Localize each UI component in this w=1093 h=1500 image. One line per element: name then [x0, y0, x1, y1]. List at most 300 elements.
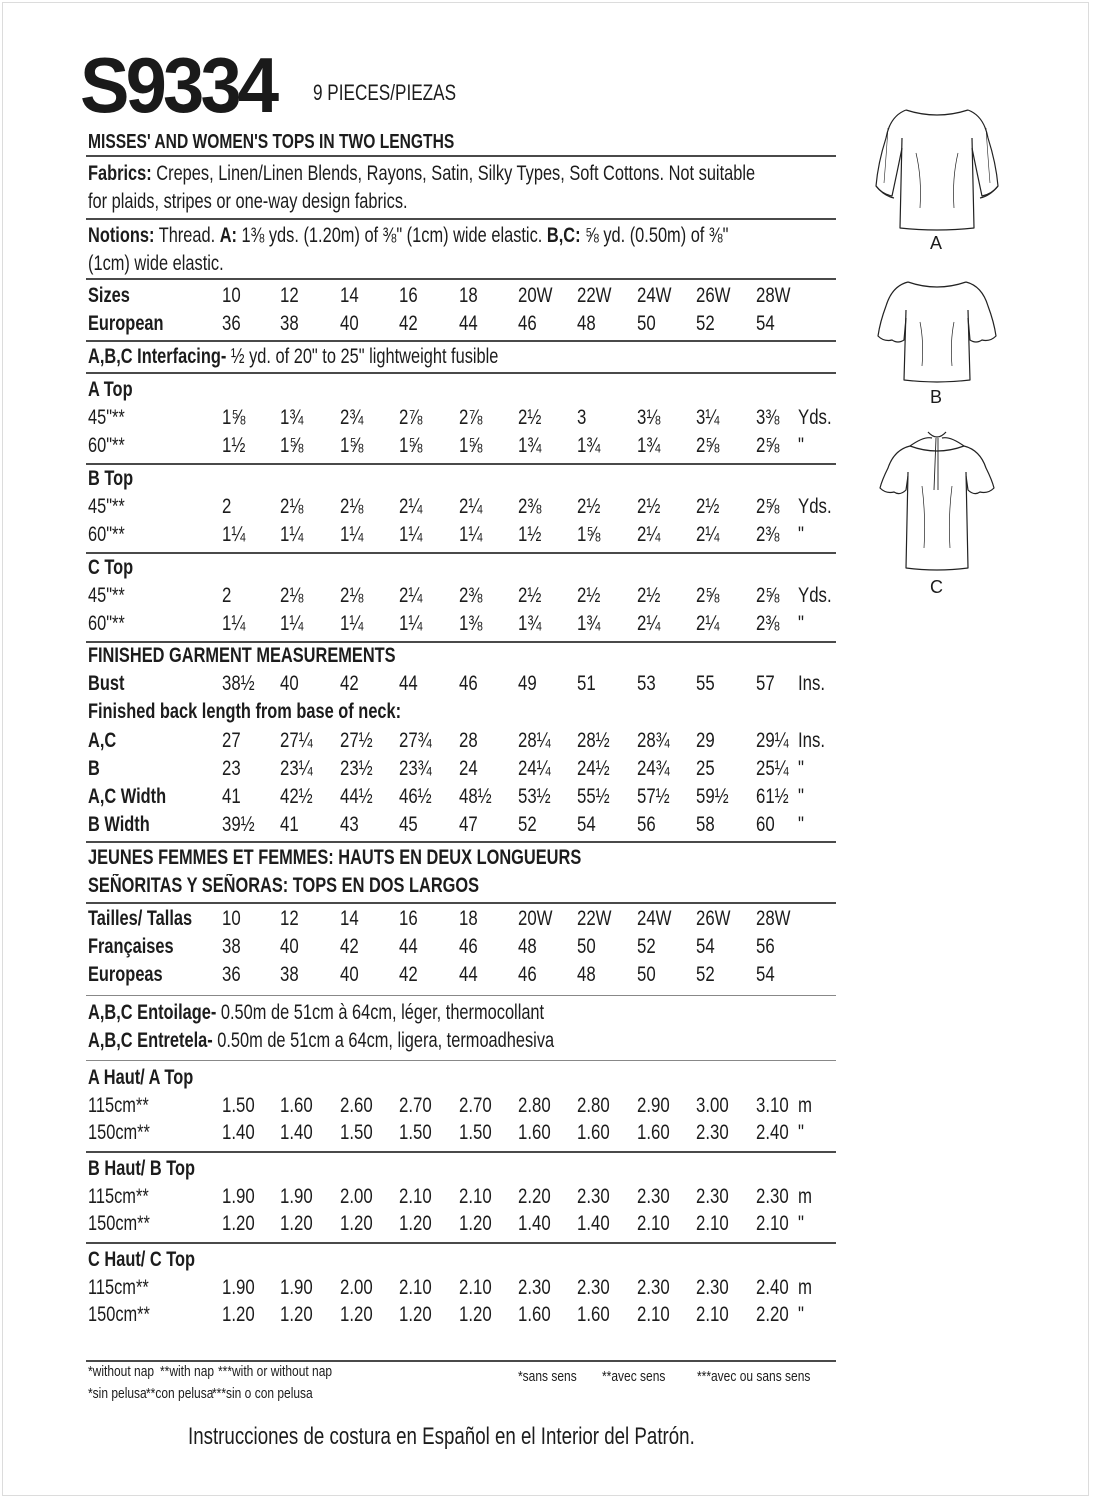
entretela	[88, 1027, 554, 1055]
cell: 44	[459, 312, 478, 335]
cell: 1.20	[280, 1212, 313, 1235]
cell: 46	[459, 935, 478, 958]
cell: 2.20	[756, 1303, 789, 1326]
cell: 49	[518, 672, 537, 695]
cell: 28¾	[637, 729, 670, 752]
cell: 1½	[518, 523, 542, 546]
cell: 48	[518, 935, 537, 958]
row-label: 45"**	[88, 584, 125, 607]
divider	[86, 372, 836, 374]
cell: 2.10	[637, 1212, 670, 1235]
cell: 1¼	[280, 523, 304, 546]
top-a-puff-sleeve-icon	[872, 98, 1002, 238]
cell: 2⅝	[696, 434, 720, 457]
cell: 1.20	[222, 1212, 255, 1235]
cell: 2½	[637, 495, 661, 518]
cell: 24W	[637, 284, 672, 307]
finished-row	[88, 783, 848, 811]
cell: 1¼	[340, 523, 364, 546]
cell: 16	[399, 907, 418, 930]
divider	[86, 1151, 836, 1153]
cell: 2⅜	[756, 612, 780, 635]
cell: 56	[637, 813, 656, 836]
cell: 29¼	[756, 729, 789, 752]
cell: 52	[696, 312, 715, 335]
cell: 36	[222, 312, 241, 335]
cell: 25¼	[756, 757, 789, 780]
cell: 28W	[756, 907, 791, 930]
unit: "	[798, 1303, 804, 1326]
view-b-illustration	[872, 270, 1002, 410]
view-c-label: C	[930, 577, 943, 597]
cell: 50	[637, 963, 656, 986]
cell: 3	[577, 406, 587, 429]
cell: 1.40	[280, 1121, 313, 1144]
cell: 1.90	[280, 1276, 313, 1299]
cell: 40	[280, 672, 299, 695]
footnote-fr-3: ***avec ou sans sens	[697, 1368, 811, 1385]
cell: 2⅛	[340, 584, 364, 607]
cell: 2.10	[399, 1276, 432, 1299]
cell: 54	[756, 963, 775, 986]
cell: 1.90	[222, 1276, 255, 1299]
cell: 2⅛	[280, 584, 304, 607]
row-label: 150cm**	[88, 1212, 150, 1235]
entretela-label: A,B,C Entretela-	[88, 1029, 213, 1052]
cell: 1¼	[399, 612, 423, 635]
footnote-en-2: **with nap	[160, 1363, 215, 1380]
unit: Ins.	[798, 729, 826, 752]
cell: 28½	[577, 729, 610, 752]
cell: 1.40	[222, 1121, 255, 1144]
view-c-illustration	[872, 428, 1002, 598]
cell: 2⅛	[340, 495, 364, 518]
footnote-fr-1: *sans sens	[518, 1368, 577, 1385]
cell: 22W	[577, 284, 612, 307]
cell: 46	[518, 312, 537, 335]
row-label: 60"**	[88, 612, 125, 635]
cell: 43	[340, 813, 359, 836]
cell: 12	[280, 284, 299, 307]
cell: 3⅛	[637, 406, 661, 429]
cell: 55½	[577, 785, 610, 808]
cell: 23	[222, 757, 241, 780]
cell: 1.60	[280, 1094, 313, 1117]
row-label: A,C Width	[88, 785, 167, 808]
footnote-es-1: *sin pelusa	[88, 1385, 147, 1402]
pattern-title: MISSES' AND WOMEN'S TOPS IN TWO LENGTHS	[88, 131, 455, 153]
cell: 40	[340, 963, 359, 986]
cell: 50	[637, 312, 656, 335]
row-label: Europeas	[88, 963, 163, 986]
entretela-text: 0.50m de 51cm a 64cm, ligera, termoadhesiva	[217, 1029, 555, 1052]
metric-yardage-row	[88, 1210, 848, 1238]
cell: 1¾	[518, 612, 542, 635]
cell: 1⅝	[280, 434, 304, 457]
notions-bc-label: B,C:	[546, 224, 581, 247]
row-label: A,C	[88, 729, 117, 752]
yardage-row	[88, 493, 848, 521]
europeas-row	[88, 961, 848, 989]
cell: 1.50	[399, 1121, 432, 1144]
cell: 2.30	[696, 1276, 729, 1299]
entoilage	[88, 999, 544, 1027]
cell: 1⅝	[340, 434, 364, 457]
cell: 12	[280, 907, 299, 930]
yardage-row	[88, 521, 848, 549]
cell: 18	[459, 907, 478, 930]
cell: 10	[222, 284, 241, 307]
cell: 26W	[696, 907, 731, 930]
cell: 2⅝	[756, 434, 780, 457]
yardage-row	[88, 610, 848, 638]
cell: 1¾	[637, 434, 661, 457]
cell: 24W	[637, 907, 672, 930]
unit: m	[798, 1094, 812, 1117]
cell: 2⅛	[280, 495, 304, 518]
cell: 2¼	[696, 523, 720, 546]
cell: 2.10	[399, 1185, 432, 1208]
cell: 61½	[756, 785, 789, 808]
cell: 2.80	[577, 1094, 610, 1117]
cell: 2	[222, 495, 232, 518]
cell: 2½	[577, 584, 601, 607]
unit: "	[798, 757, 804, 780]
cell: 1.50	[340, 1121, 373, 1144]
divider	[86, 841, 836, 843]
cell: 1.60	[518, 1121, 551, 1144]
cell: 27½	[340, 729, 373, 752]
row-label: 45"**	[88, 495, 125, 518]
cell: 2.00	[340, 1185, 373, 1208]
row-label: Tailles/ Tallas	[88, 907, 193, 930]
view-a-illustration	[872, 98, 1002, 253]
cell: 59½	[696, 785, 729, 808]
cell: 56	[756, 935, 775, 958]
cell: 1¼	[459, 523, 483, 546]
divider	[86, 155, 836, 157]
tallas-row	[88, 905, 848, 933]
cell: 54	[696, 935, 715, 958]
cell: 41	[280, 813, 299, 836]
cell: 2⅜	[518, 495, 542, 518]
cell: 24¼	[518, 757, 551, 780]
view-a-label: A	[930, 233, 943, 253]
notions-a-label: A:	[219, 224, 237, 247]
yardage-view-title: A Top	[88, 378, 133, 401]
cell: 46	[518, 963, 537, 986]
cell: 24½	[577, 757, 610, 780]
cell: 1⅝	[577, 523, 601, 546]
cell: 1⅝	[399, 434, 423, 457]
cell: 29	[696, 729, 715, 752]
cell: 52	[637, 935, 656, 958]
cell: 44	[459, 963, 478, 986]
cell: 2.30	[756, 1185, 789, 1208]
divider	[86, 278, 836, 280]
entoilage-text: 0.50m de 51cm à 64cm, léger, thermocollant	[220, 1001, 545, 1024]
cell: 1.20	[340, 1303, 373, 1326]
row-label: 115cm**	[88, 1185, 149, 1208]
interfacing	[88, 343, 498, 371]
cell: 60	[756, 813, 775, 836]
french-title: JEUNES FEMMES ET FEMMES: HAUTS EN DEUX LONGUEURS	[88, 846, 582, 869]
unit: Yds.	[798, 584, 832, 607]
unit: "	[798, 813, 804, 836]
metric-view-title: B Haut/ B Top	[88, 1157, 196, 1180]
cell: 1.60	[637, 1121, 670, 1144]
spanish-title: SEÑORITAS Y SEÑORAS: TOPS EN DOS LARGOS	[88, 874, 480, 897]
finished-row	[88, 755, 848, 783]
cell: 50	[577, 935, 596, 958]
cell: 55	[696, 672, 715, 695]
row-label: Françaises	[88, 935, 174, 958]
entoilage-label: A,B,C Entoilage-	[88, 1001, 217, 1024]
row-label: 60"**	[88, 523, 125, 546]
cell: 2⅝	[696, 584, 720, 607]
cell: 2.10	[637, 1303, 670, 1326]
cell: 2½	[577, 495, 601, 518]
cell: 58	[696, 813, 715, 836]
cell: 27¾	[399, 729, 432, 752]
cell: 54	[577, 813, 596, 836]
cell: 2⅝	[756, 495, 780, 518]
cell: 1.20	[399, 1303, 432, 1326]
cell: 42	[340, 935, 359, 958]
cell: 23¾	[399, 757, 432, 780]
cell: 2.30	[577, 1185, 610, 1208]
cell: 2.10	[459, 1276, 492, 1299]
cell: 1.40	[518, 1212, 551, 1235]
row-label: B	[88, 757, 100, 780]
top-b-flutter-sleeve-icon	[872, 270, 1002, 390]
cell: 51	[577, 672, 596, 695]
cell: 47	[459, 813, 478, 836]
unit: "	[798, 785, 804, 808]
cell: 1.20	[340, 1212, 373, 1235]
cell: 2¼	[696, 612, 720, 635]
unit: "	[798, 612, 804, 635]
metric-view-title: A Haut/ A Top	[88, 1066, 194, 1089]
cell: 1⅝	[459, 434, 483, 457]
cell: 2⅞	[399, 406, 423, 429]
divider	[86, 1060, 836, 1061]
cell: 20W	[518, 907, 553, 930]
cell: 57½	[637, 785, 670, 808]
cell: 1½	[222, 434, 246, 457]
cell: 2.70	[399, 1094, 432, 1117]
cell: 16	[399, 284, 418, 307]
cell: 1¼	[222, 523, 246, 546]
cell: 53	[637, 672, 656, 695]
cell: 3⅜	[756, 406, 780, 429]
divider	[86, 218, 836, 220]
cell: 1¾	[577, 434, 601, 457]
metric-yardage-row	[88, 1092, 848, 1120]
row-label: European	[88, 312, 164, 335]
cell: 1.60	[577, 1121, 610, 1144]
cell: 2⅜	[459, 584, 483, 607]
cell: 2¼	[459, 495, 483, 518]
unit: Yds.	[798, 495, 832, 518]
european-sizes-row	[88, 310, 848, 338]
fabrics-line2: for plaids, stripes or one-way design fabrics.	[88, 190, 408, 213]
metric-yardage-row	[88, 1301, 848, 1329]
cell: 23½	[340, 757, 373, 780]
cell: 2¼	[399, 495, 423, 518]
unit: "	[798, 434, 804, 457]
row-label: 45"**	[88, 406, 125, 429]
cell: 2.40	[756, 1276, 789, 1299]
cell: 1⅝	[222, 406, 246, 429]
metric-yardage-row	[88, 1274, 848, 1302]
cell: 2.70	[459, 1094, 492, 1117]
cell: 36	[222, 963, 241, 986]
cell: 2.10	[696, 1212, 729, 1235]
row-label: B Width	[88, 813, 150, 836]
row-label: 115cm**	[88, 1276, 149, 1299]
cell: 2⅝	[756, 584, 780, 607]
cell: 1.60	[518, 1303, 551, 1326]
divider	[86, 463, 836, 465]
cell: 1.50	[222, 1094, 255, 1117]
cell: 1¼	[340, 612, 364, 635]
cell: 53½	[518, 785, 551, 808]
cell: 48	[577, 312, 596, 335]
cell: 52	[518, 813, 537, 836]
footnote-en-1: *without nap	[88, 1363, 155, 1380]
cell: 2.30	[637, 1276, 670, 1299]
row-label: Sizes	[88, 284, 130, 307]
cell: 1¾	[280, 406, 304, 429]
fabrics-text: Crepes, Linen/Linen Blends, Rayons, Satin, Silky Types, Soft Cottons. Not suitable	[156, 162, 756, 185]
unit: "	[798, 1121, 804, 1144]
yardage-view-title: C Top	[88, 556, 134, 579]
row-label: 150cm**	[88, 1121, 150, 1144]
cell: 1¼	[399, 523, 423, 546]
cell: 42½	[280, 785, 313, 808]
cell: 45	[399, 813, 418, 836]
cell: 2.80	[518, 1094, 551, 1117]
footnote-en-3: ***with or without nap	[218, 1363, 333, 1380]
notions-thread: Thread.	[158, 224, 216, 247]
cell: 26W	[696, 284, 731, 307]
notions-line1	[88, 222, 728, 250]
pattern-number: S9334	[80, 41, 276, 129]
unit: Yds.	[798, 406, 832, 429]
row-label: 115cm**	[88, 1094, 149, 1117]
pieces-count: 9 PIECES/PIEZAS	[313, 80, 457, 105]
cell: 2	[222, 584, 232, 607]
cell: 2.10	[696, 1303, 729, 1326]
cell: 1.20	[280, 1303, 313, 1326]
cell: 1.20	[222, 1303, 255, 1326]
view-b-label: B	[930, 387, 943, 407]
cell: 2.30	[696, 1121, 729, 1144]
cell: 3¼	[696, 406, 720, 429]
metric-yardage-row	[88, 1183, 848, 1211]
yardage-row	[88, 432, 848, 460]
unit: "	[798, 523, 804, 546]
notions-a-text: 1⅜ yds. (1.20m) of ⅜" (1cm) wide elastic.	[241, 224, 543, 247]
cell: 27	[222, 729, 241, 752]
notions-label: Notions:	[88, 224, 155, 247]
cell: 2⅞	[459, 406, 483, 429]
cell: 38	[280, 312, 299, 335]
unit: m	[798, 1185, 812, 1208]
cell: 2.00	[340, 1276, 373, 1299]
cell: 44	[399, 672, 418, 695]
cell: 28W	[756, 284, 791, 307]
cell: 2.90	[637, 1094, 670, 1117]
cell: 28¼	[518, 729, 551, 752]
cell: 42	[340, 672, 359, 695]
cell: 2.20	[518, 1185, 551, 1208]
cell: 41	[222, 785, 241, 808]
interfacing-label: A,B,C Interfacing-	[88, 345, 227, 368]
cell: 39½	[222, 813, 255, 836]
cell: 3.10	[756, 1094, 789, 1117]
cell: 48	[577, 963, 596, 986]
unit: m	[798, 1276, 812, 1299]
unit: "	[798, 1212, 804, 1235]
cell: 2¼	[399, 584, 423, 607]
cell: 38½	[222, 672, 255, 695]
yardage-row	[88, 582, 848, 610]
cell: 1¼	[222, 612, 246, 635]
cell: 40	[280, 935, 299, 958]
francaises-row	[88, 933, 848, 961]
fabrics-line1	[88, 160, 755, 188]
cell: 25	[696, 757, 715, 780]
cell: 20W	[518, 284, 553, 307]
cell: 38	[222, 935, 241, 958]
cell: 1.20	[459, 1303, 492, 1326]
cell: 1.60	[577, 1303, 610, 1326]
unit: Ins.	[798, 672, 826, 695]
cell: 48½	[459, 785, 492, 808]
back-length-title: Finished back length from base of neck:	[88, 700, 402, 723]
cell: 22W	[577, 907, 612, 930]
sizes-row	[88, 282, 848, 310]
cell: 54	[756, 312, 775, 335]
metric-view-title: C Haut/ C Top	[88, 1248, 196, 1271]
divider	[86, 340, 836, 342]
cell: 14	[340, 284, 359, 307]
cell: 2.40	[756, 1121, 789, 1144]
cell: 1.90	[222, 1185, 255, 1208]
cell: 2¼	[637, 612, 661, 635]
cell: 18	[459, 284, 478, 307]
cell: 2.60	[340, 1094, 373, 1117]
row-label: 150cm**	[88, 1303, 150, 1326]
cell: 1¾	[518, 434, 542, 457]
cell: 38	[280, 963, 299, 986]
cell: 40	[340, 312, 359, 335]
cell: 1¾	[577, 612, 601, 635]
footnote-es-2: **con pelusa	[146, 1385, 214, 1402]
cell: 2½	[518, 584, 542, 607]
cell: 42	[399, 312, 418, 335]
spanish-instructions-note: Instrucciones de costura en Español en el Interior del Patrón.	[188, 1423, 695, 1450]
finished-row	[88, 727, 848, 755]
cell: 14	[340, 907, 359, 930]
cell: 1.90	[280, 1185, 313, 1208]
cell: 24	[459, 757, 478, 780]
footnote-es-3: ***sin o con pelusa	[212, 1385, 313, 1402]
cell: 1⅜	[459, 612, 483, 635]
cell: 2.30	[518, 1276, 551, 1299]
